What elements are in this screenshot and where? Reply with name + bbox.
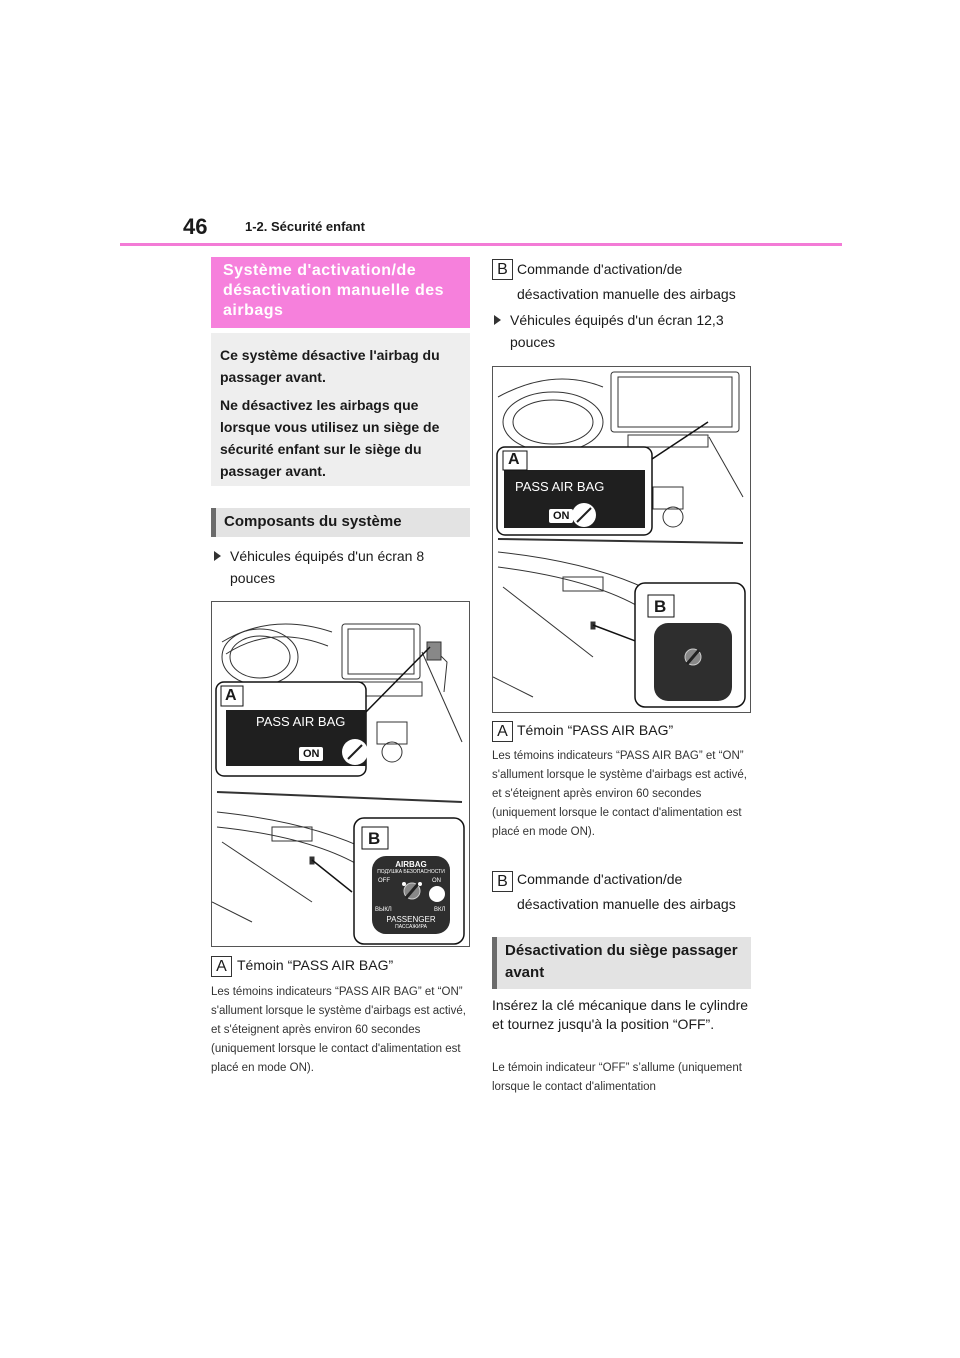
switch-passenger-ru: ПАССАЖИРА [395, 924, 427, 930]
figure-12-inch-illustration [493, 367, 750, 712]
pink-heading: Système d'activation/de désactivation manuelle des airbags [223, 262, 445, 319]
pink-heading-box [211, 257, 470, 328]
switch-airbag-ru: ПОДУШКА БЕЗОПАСНОСТИ [377, 869, 445, 875]
figure-12-label-b: B [654, 597, 667, 616]
heading-bar [492, 937, 497, 989]
instruction-text: Insérez la clé mécanique dans le cylindre et tournez jusqu'à la position “OFF”. [492, 997, 749, 1032]
caption-b-letter: B [492, 259, 513, 280]
intro-line-2: Ne désactivez les airbags que lorsque vous utilisez un siège de sécurité enfant sur le siège du passager avant. [220, 397, 440, 479]
intro-box [211, 333, 470, 486]
caption-b2-text: Commande d'activation/de désactivation manuelle des airbags [517, 871, 736, 912]
figure-12-label-a: A [508, 451, 520, 468]
deactivation-heading-box [492, 937, 751, 989]
bullet-12-inch [494, 309, 750, 353]
triangle-bullet-icon [494, 315, 501, 325]
figure-8-label-a: A [225, 687, 237, 704]
switch-airbag: AIRBAG [395, 860, 427, 869]
page-number: 46 [183, 214, 208, 239]
note-text: Le témoin indicateur “OFF” s’allume (uniquement lorsque le contact d'alimentation [492, 1062, 742, 1093]
components-heading-box [211, 508, 470, 537]
switch-off: OFF [378, 878, 390, 884]
caption-a-letter: A [211, 956, 232, 977]
pass-air-bag-display-12: PASS AIR BAG [515, 479, 605, 494]
figure-12-inch [492, 366, 751, 713]
figure-8-inch-illustration [212, 602, 469, 946]
switch-on-ru: ВКЛ [434, 907, 446, 913]
caption-a2-text: Témoin “PASS AIR BAG” [517, 722, 674, 738]
caption-b2-letter: B [492, 871, 513, 892]
switch-passenger: PASSENGER [386, 915, 436, 924]
bullet-12-inch-text: Véhicules équipés d'un écran 12,3 pouces [510, 312, 724, 350]
switch-on: ON [432, 878, 441, 884]
heading-bar [211, 508, 216, 537]
caption-a2-letter: A [492, 721, 513, 742]
deactivation-heading: Désactivation du siège passager avant [505, 942, 738, 981]
section-title: 1-2. Sécurité enfant [245, 219, 365, 234]
figure-8-label-b: B [368, 829, 381, 848]
intro-line-1: Ce système désactive l'airbag du passager avant. [220, 347, 440, 385]
header-rule [120, 243, 842, 246]
pass-air-bag-display: PASS AIR BAG [256, 714, 346, 729]
on-indicator: ON [303, 748, 320, 760]
left-description: Les témoins indicateurs “PASS AIR BAG” et “ON” s'allument lorsque le système d'airbags est activé, et s'éteignent après environ 60 secondes (uniquement lorsque le contact d'alimentation est placé en mode ON). [211, 986, 466, 1074]
right-description: Les témoins indicateurs “PASS AIR BAG” et “ON” s'allument lorsque le système d'airbags est activé, et s'éteignent après environ 60 secondes (uniquement lorsque le contact d'alimentation est placé en mode ON). [492, 750, 747, 838]
caption-b-text: Commande d'activation/de désactivation manuelle des airbags [517, 261, 736, 302]
figure-8-inch [211, 601, 470, 947]
on-indicator-12: ON [553, 510, 570, 522]
switch-off-ru: ВЫКЛ [375, 907, 392, 913]
bullet-8-inch-text: Véhicules équipés d'un écran 8 pouces [230, 548, 425, 586]
bullet-8-inch [214, 545, 470, 589]
components-heading: Composants du système [224, 513, 402, 530]
caption-a-text: Témoin “PASS AIR BAG” [237, 957, 394, 973]
triangle-bullet-icon [214, 551, 221, 561]
